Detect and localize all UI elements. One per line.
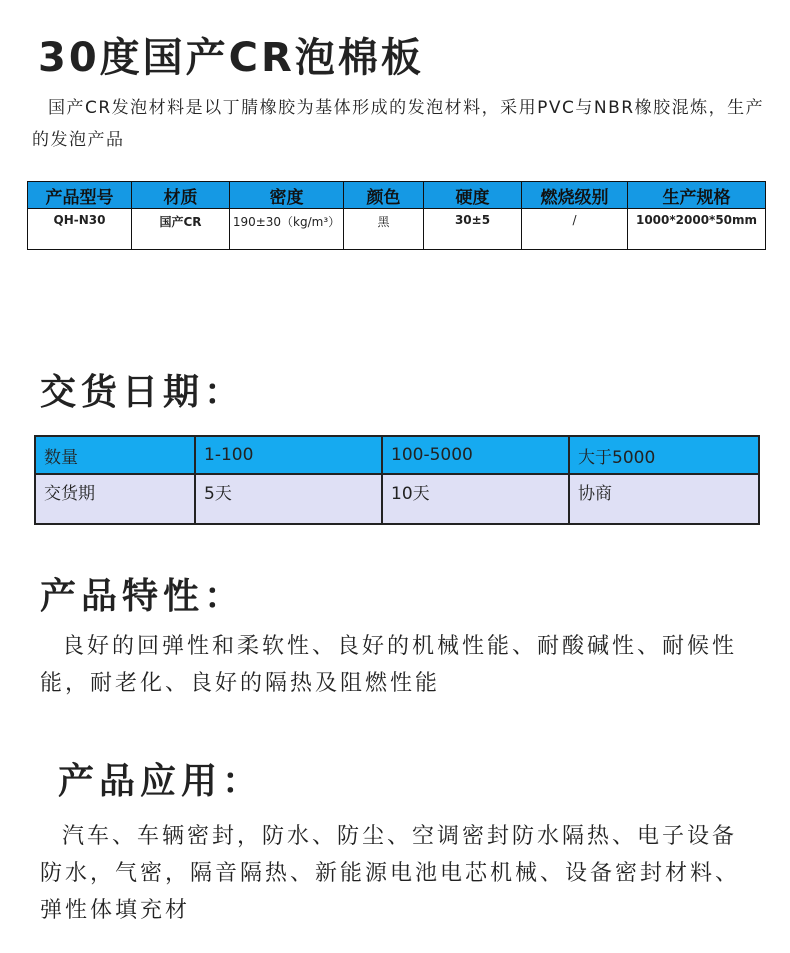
spec-cell-color: 黑 <box>344 209 424 250</box>
spec-header-material: 材质 <box>132 182 230 209</box>
delivery-heading: 交货日期： <box>40 372 246 413</box>
spec-header-model: 产品型号 <box>28 182 132 209</box>
spec-cell-material: 国产CR <box>132 209 230 250</box>
spec-header-size: 生产规格 <box>628 182 766 209</box>
spec-table <box>27 181 766 250</box>
delivery-cell: 5天 <box>195 474 382 524</box>
intro-paragraph: 国产CR发泡材料是以丁腈橡胶为基体形成的发泡材料，采用PVC与NBR橡胶混炼，生产的发泡产品 <box>32 98 765 150</box>
delivery-cell: 100-5000 <box>382 436 569 474</box>
delivery-header-row <box>35 436 759 474</box>
spec-cell-size: 1000*2000*50mm <box>628 209 766 250</box>
delivery-cell: 10天 <box>382 474 569 524</box>
spec-header-row <box>28 182 766 209</box>
delivery-cell: 大于5000 <box>569 436 759 474</box>
delivery-cell: 数量 <box>35 436 195 474</box>
spec-cell-flammability: / <box>522 209 628 250</box>
page-title: 30度国产CR泡棉板 <box>38 35 424 81</box>
applications-paragraph: 汽车、车辆密封，防水、防尘、空调密封防水隔热、电子设备防水，气密，隔音隔热、新能源电池电芯机械、设备密封材料、弹性体填充材 <box>40 824 741 923</box>
applications-heading: 产品应用： <box>58 761 264 802</box>
delivery-body-row <box>35 474 759 524</box>
spec-header-density: 密度 <box>230 182 344 209</box>
spec-header-color: 颜色 <box>344 182 424 209</box>
features-heading: 产品特性： <box>40 576 246 617</box>
spec-header-hardness: 硬度 <box>424 182 522 209</box>
delivery-table <box>34 435 760 525</box>
features-paragraph: 良好的回弹性和柔软性、良好的机械性能、耐酸碱性、耐候性能，耐老化、良好的隔热及阻燃性能 <box>40 634 738 696</box>
delivery-cell: 协商 <box>569 474 759 524</box>
spec-header-flammability: 燃烧级别 <box>522 182 628 209</box>
spec-data-row <box>28 209 766 250</box>
spec-cell-model: QH-N30 <box>28 209 132 250</box>
delivery-cell: 1-100 <box>195 436 382 474</box>
delivery-cell: 交货期 <box>35 474 195 524</box>
spec-cell-density: 190±30（kg/m³） <box>230 209 344 250</box>
spec-cell-hardness: 30±5 <box>424 209 522 250</box>
